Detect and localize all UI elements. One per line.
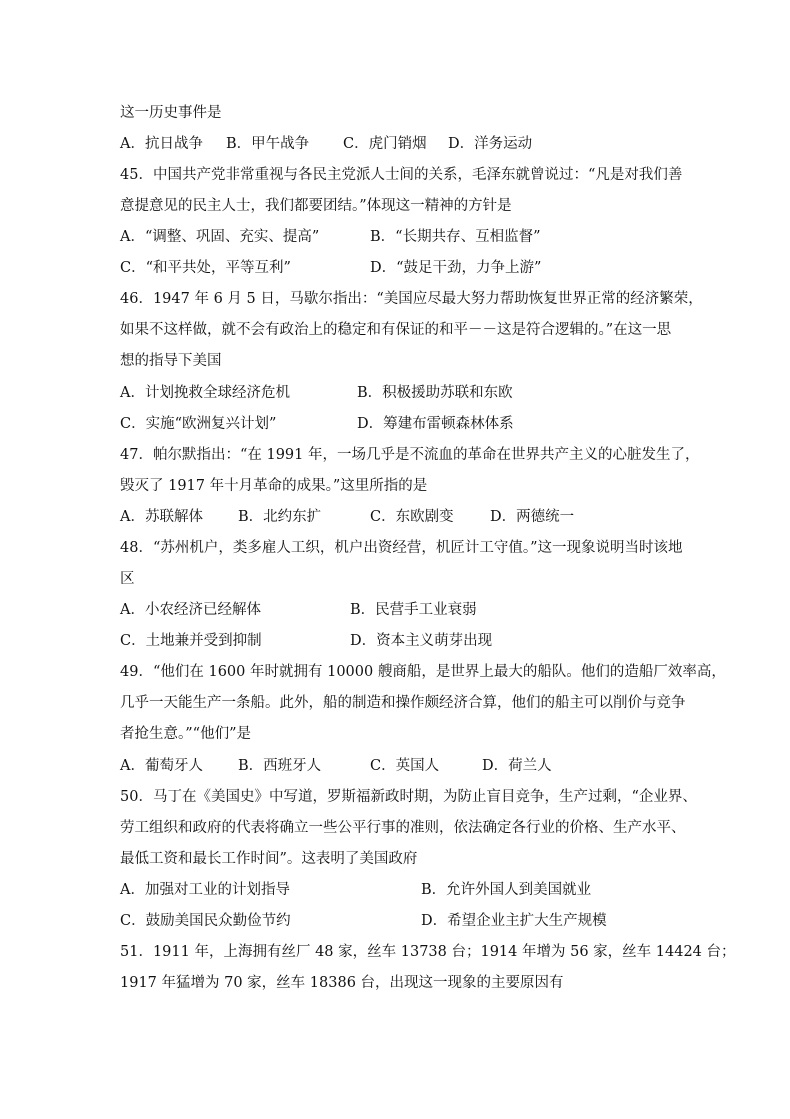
q45-options-row-1 (120, 227, 680, 247)
q46-option-b: B．积极援助苏联和东欧 (357, 385, 513, 401)
q44-option-c: C．虎门销烟 (343, 136, 427, 152)
q46-line-3: 想的指导下美国 (120, 353, 222, 369)
q50-option-d: D．希望企业主扩大生产规模 (421, 913, 607, 929)
q46-options-row-2 (120, 414, 680, 434)
q50-options-row-2 (120, 911, 680, 931)
q50-line-1: 50．马丁在《美国史》中写道，罗斯福新政时期，为防止盲目竞争，生产过剩，“企业界、 (120, 789, 697, 805)
q47-option-a: A．苏联解体 (120, 509, 203, 525)
q46-line-1: 46．1947 年 6 月 5 日，马歇尔指出：“美国应尽最大努力帮助恢复世界正常的经济繁荣， (120, 291, 703, 307)
q48-options-row-2 (120, 631, 680, 651)
q44-option-b: B．甲午战争 (226, 136, 310, 152)
q49-line-3: 者抢生意。”“他们”是 (120, 726, 251, 742)
q48-line-2: 区 (120, 571, 135, 587)
q48-option-c: C．土地兼并受到抑制 (120, 633, 262, 649)
q49-line-2: 几乎一天能生产一条船。此外，船的制造和操作颇经济合算，他们的船主可以削价与竞争 (120, 695, 686, 711)
q51-line-2: 1917 年猛增为 70 家，丝车 18386 台，出现这一现象的主要原因有 (120, 975, 564, 991)
q48-option-b: B．民营手工业衰弱 (350, 602, 477, 618)
q44-option-d: D．洋务运动 (448, 136, 533, 152)
q48-line-1: 48．“苏州机户，类多雇人工织，机户出资经营，机匠计工守值。”这一现象说明当时该地 (120, 540, 683, 556)
q50-option-b: B．允许外国人到美国就业 (421, 882, 592, 898)
q47-line-2: 毁灭了 1917 年十月革命的成果。”这里所指的是 (120, 478, 428, 494)
q49-line-1: 49．“他们在 1600 年时就拥有 10000 艘商船，是世界上最大的船队。他们的造船厂效率高， (120, 664, 726, 680)
q48-option-a: A．小农经济已经解体 (120, 602, 261, 618)
q45-line-1: 45．中国共产党非常重视与各民主党派人士间的关系，毛泽东就曾说过：“凡是对我们善 (120, 167, 683, 183)
q45-line-2: 意提意见的民主人士，我们都要团结。”体现这一精神的方针是 (120, 198, 512, 214)
q47-option-b: B．北约东扩 (238, 509, 322, 525)
q46-option-d: D．筹建布雷顿森林体系 (357, 416, 514, 432)
q46-options-row-1 (120, 383, 680, 403)
q49-option-c: C．英国人 (370, 758, 440, 774)
q46-line-2: 如果不这样做，就不会有政治上的稳定和有保证的和平－－这是符合逻辑的。”在这一思 (120, 322, 672, 338)
q48-option-d: D．资本主义萌芽出现 (350, 633, 493, 649)
q50-option-c: C．鼓励美国民众勤俭节约 (120, 913, 291, 929)
q50-option-a: A．加强对工业的计划指导 (120, 882, 290, 898)
q46-option-a: A．计划挽救全球经济危机 (120, 385, 290, 401)
q45-options-row-2 (120, 258, 680, 278)
q46-option-c: C．实施“欧洲复兴计划” (120, 416, 277, 432)
q45-option-d: D．“鼓足干劲，力争上游” (370, 260, 542, 276)
q45-option-c: C．“和平共处，平等互利” (120, 260, 291, 276)
intro-line: 这一历史事件是 (120, 105, 222, 121)
q50-line-2: 劳工组织和政府的代表将确立一些公平行事的准则，依法确定各行业的价格、生产水平、 (120, 820, 686, 836)
q45-option-a: A．“调整、巩固、充实、提高” (120, 229, 320, 245)
q47-option-c: C．东欧剧变 (370, 509, 454, 525)
q50-line-3: 最低工资和最长工作时间”。这表明了美国政府 (120, 851, 418, 867)
q45-option-b: B．“长期共存、互相监督” (370, 229, 541, 245)
q44-options (120, 134, 680, 154)
q47-option-d: D．两德统一 (490, 509, 575, 525)
q49-option-b: B．西班牙人 (238, 758, 322, 774)
q49-options (120, 756, 680, 776)
q47-line-1: 47．帕尔默指出：“在 1991 年，一场几乎是不流血的革命在世界共产主义的心脏发生了， (120, 447, 700, 463)
q47-options (120, 507, 680, 527)
q50-options-row-1 (120, 880, 680, 900)
q49-option-d: D．荷兰人 (482, 758, 552, 774)
q49-option-a: A．葡萄牙人 (120, 758, 203, 774)
q48-options-row-1 (120, 600, 680, 620)
q44-option-a: A．抗日战争 (120, 136, 203, 152)
q51-line-1: 51．1911 年，上海拥有丝厂 48 家，丝车 13738 台；1914 年增为 56 家，丝车 14424 台； (120, 944, 736, 960)
